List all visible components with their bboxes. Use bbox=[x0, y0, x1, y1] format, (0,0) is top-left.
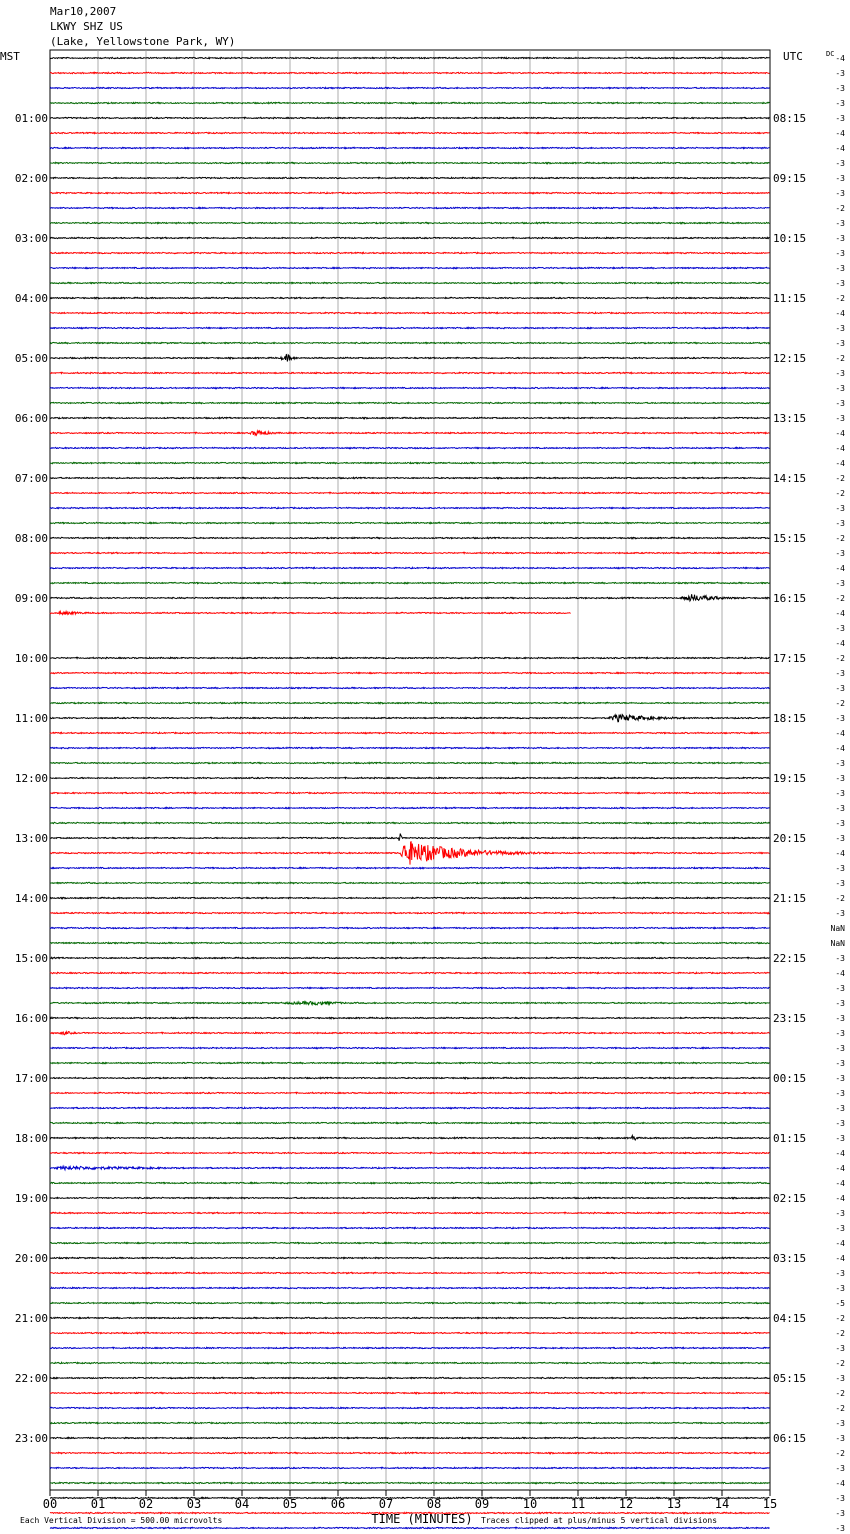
dc-offset-label: -3 bbox=[835, 864, 845, 873]
dc-offset-label: -3 bbox=[835, 1104, 845, 1113]
trace-row-89 bbox=[50, 1392, 769, 1393]
dc-offset-label: -4 bbox=[835, 969, 845, 978]
trace-row-72 bbox=[50, 1136, 769, 1140]
trace-row-19 bbox=[50, 342, 769, 343]
trace-row-53 bbox=[50, 842, 769, 865]
trace-row-76 bbox=[50, 1197, 769, 1198]
dc-offset-label: -3 bbox=[835, 879, 845, 888]
header-station: LKWY SHZ US bbox=[50, 20, 123, 33]
right-hour-label: 02:15 bbox=[773, 1192, 807, 1205]
dc-offset-label: -5 bbox=[835, 1299, 845, 1308]
trace-row-96 bbox=[50, 1497, 769, 1498]
x-tick-label: 01 bbox=[90, 1497, 106, 1511]
dc-offset-label: -3 bbox=[835, 249, 845, 258]
trace-row-58 bbox=[50, 927, 769, 928]
dc-offset-label: -3 bbox=[835, 384, 845, 393]
trace-row-87 bbox=[50, 1362, 769, 1363]
trace-row-73 bbox=[50, 1152, 769, 1153]
dc-offset-label: -4 bbox=[835, 1194, 845, 1203]
trace-row-18 bbox=[50, 327, 769, 328]
dc-offset-label: -2 bbox=[835, 354, 845, 363]
dc-offset-label: -4 bbox=[835, 309, 845, 318]
dc-offset-label: -3 bbox=[835, 84, 845, 93]
trace-row-31 bbox=[50, 522, 769, 523]
dc-offset-label: -3 bbox=[835, 234, 845, 243]
trace-row-25 bbox=[50, 431, 769, 436]
dc-offset-label: -2 bbox=[835, 654, 845, 663]
dc-offset-label: -3 bbox=[835, 504, 845, 513]
trace-row-85 bbox=[50, 1332, 769, 1333]
left-hour-label: 01:00 bbox=[14, 112, 48, 125]
dc-offset-label: NaN bbox=[830, 939, 845, 948]
dc-offset-label: -4 bbox=[835, 1179, 845, 1188]
trace-row-63 bbox=[50, 1001, 769, 1004]
trace-row-91 bbox=[50, 1422, 769, 1423]
dc-offset-label: -3 bbox=[835, 1119, 845, 1128]
trace-row-27 bbox=[50, 462, 769, 463]
trace-row-55 bbox=[50, 882, 769, 883]
dc-offset-label: -3 bbox=[835, 984, 845, 993]
dc-offset-label: -2 bbox=[835, 474, 845, 483]
right-hour-label: 00:15 bbox=[773, 1072, 807, 1085]
trace-row-30 bbox=[50, 507, 769, 508]
dc-offset-label: -3 bbox=[835, 519, 845, 528]
x-tick-label: 02 bbox=[138, 1497, 154, 1511]
dc-offset-label: -2 bbox=[835, 1389, 845, 1398]
right-hour-label: 20:15 bbox=[773, 832, 807, 845]
dc-offset-label: -3 bbox=[835, 1284, 845, 1293]
left-hour-label: 02:00 bbox=[14, 172, 48, 185]
dc-offset-label: -2 bbox=[835, 489, 845, 498]
left-hour-label: 12:00 bbox=[14, 772, 48, 785]
dc-offset-label: -4 bbox=[835, 639, 845, 648]
dc-offset-label: -4 bbox=[835, 1254, 845, 1263]
dc-offset-label: -4 bbox=[835, 609, 845, 618]
trace-row-95 bbox=[50, 1482, 769, 1483]
dc-offset-label: -4 bbox=[835, 459, 845, 468]
left-hour-label: 03:00 bbox=[14, 232, 48, 245]
dc-offset-label: -2 bbox=[835, 294, 845, 303]
vertical-division-note: Each Vertical Division = 500.00 microvolts bbox=[20, 1516, 223, 1525]
left-hour-label: 23:00 bbox=[14, 1432, 48, 1445]
left-hour-label: 09:00 bbox=[14, 592, 48, 605]
x-tick-label: 08 bbox=[426, 1497, 442, 1511]
right-hour-label: 17:15 bbox=[773, 652, 807, 665]
trace-row-34 bbox=[50, 567, 769, 568]
right-hour-label: 23:15 bbox=[773, 1012, 807, 1025]
trace-row-12 bbox=[50, 237, 769, 238]
trace-row-3 bbox=[50, 102, 769, 103]
x-axis-title: TIME (MINUTES) bbox=[371, 1512, 473, 1526]
right-hour-label: 10:15 bbox=[773, 232, 807, 245]
dc-offset-label: -3 bbox=[835, 909, 845, 918]
dc-offset-label: -3 bbox=[835, 1029, 845, 1038]
trace-row-32 bbox=[50, 537, 769, 538]
trace-row-5 bbox=[50, 132, 769, 133]
right-hour-label: 03:15 bbox=[773, 1252, 807, 1265]
left-hour-label: 16:00 bbox=[14, 1012, 48, 1025]
clip-note: Traces clipped at plus/minus 5 vertical divisions bbox=[481, 1516, 718, 1525]
dc-offset-label: -4 bbox=[835, 54, 845, 63]
dc-offset-label: -4 bbox=[835, 744, 845, 753]
dc-offset-label: -2 bbox=[835, 1449, 845, 1458]
dc-offset-label: -3 bbox=[835, 1419, 845, 1428]
trace-row-75 bbox=[50, 1182, 769, 1183]
right-hour-label: 01:15 bbox=[773, 1132, 807, 1145]
trace-row-81 bbox=[50, 1272, 769, 1273]
trace-row-51 bbox=[50, 822, 769, 823]
dc-offset-label: -3 bbox=[835, 834, 845, 843]
dc-offset-label: -3 bbox=[835, 1224, 845, 1233]
trace-row-49 bbox=[50, 792, 769, 793]
left-hour-label: 19:00 bbox=[14, 1192, 48, 1205]
trace-row-67 bbox=[50, 1062, 769, 1063]
left-hour-label: 07:00 bbox=[14, 472, 48, 485]
dc-offset-label: -2 bbox=[835, 534, 845, 543]
dc-offset-label: -3 bbox=[835, 789, 845, 798]
left-hour-label: 06:00 bbox=[14, 412, 48, 425]
dc-offset-label: -3 bbox=[835, 399, 845, 408]
trace-row-11 bbox=[50, 222, 769, 223]
dc-offset-label: -2 bbox=[835, 699, 845, 708]
dc-offset-label: -2 bbox=[835, 1329, 845, 1338]
trace-row-59 bbox=[50, 942, 769, 943]
trace-row-47 bbox=[50, 762, 769, 763]
trace-row-17 bbox=[50, 312, 769, 313]
dc-offset-label: -3 bbox=[835, 759, 845, 768]
right-hour-label: 22:15 bbox=[773, 952, 807, 965]
trace-row-93 bbox=[50, 1452, 769, 1453]
left-hour-label: 17:00 bbox=[14, 1072, 48, 1085]
left-hour-label: 15:00 bbox=[14, 952, 48, 965]
trace-row-48 bbox=[50, 777, 769, 778]
dc-offset-label: -2 bbox=[835, 1404, 845, 1413]
right-hour-label: 06:15 bbox=[773, 1432, 807, 1445]
dc-offset-label: -3 bbox=[835, 714, 845, 723]
trace-row-28 bbox=[50, 477, 769, 478]
trace-row-14 bbox=[50, 267, 769, 268]
dc-offset-label: -2 bbox=[835, 1359, 845, 1368]
trace-row-40 bbox=[50, 657, 769, 658]
trace-row-37 bbox=[50, 612, 571, 615]
dc-offset-label: -4 bbox=[835, 444, 845, 453]
x-tick-label: 12 bbox=[618, 1497, 634, 1511]
header-date: Mar10,2007 bbox=[50, 5, 117, 18]
right-hour-label: 04:15 bbox=[773, 1312, 807, 1325]
left-hour-label: 10:00 bbox=[14, 652, 48, 665]
dc-offset-label: -3 bbox=[835, 1089, 845, 1098]
dc-offset-label: -4 bbox=[835, 849, 845, 858]
trace-row-78 bbox=[50, 1227, 769, 1228]
dc-offset-label: -3 bbox=[835, 579, 845, 588]
dc-offset-label: -3 bbox=[835, 1524, 845, 1533]
dc-offset-label: -3 bbox=[835, 1134, 845, 1143]
dc-offset-label: -4 bbox=[835, 1239, 845, 1248]
trace-row-15 bbox=[50, 282, 769, 283]
trace-row-79 bbox=[50, 1242, 769, 1243]
right-hour-label: 19:15 bbox=[773, 772, 807, 785]
trace-row-44 bbox=[50, 715, 769, 722]
trace-row-33 bbox=[50, 552, 769, 553]
trace-row-22 bbox=[50, 387, 769, 388]
dc-offset-label: -3 bbox=[835, 1014, 845, 1023]
left-hour-label: 11:00 bbox=[14, 712, 48, 725]
trace-row-60 bbox=[50, 957, 769, 958]
right-hour-label: 16:15 bbox=[773, 592, 807, 605]
dc-offset-label: -3 bbox=[835, 1344, 845, 1353]
dc-offset-label: -4 bbox=[835, 729, 845, 738]
trace-row-61 bbox=[50, 972, 769, 973]
x-tick-label: 05 bbox=[282, 1497, 298, 1511]
trace-row-88 bbox=[50, 1377, 769, 1378]
trace-row-98 bbox=[50, 1527, 769, 1528]
trace-row-56 bbox=[50, 897, 769, 898]
x-tick-label: 04 bbox=[234, 1497, 250, 1511]
trace-row-90 bbox=[50, 1407, 769, 1408]
x-tick-label: 13 bbox=[666, 1497, 682, 1511]
trace-row-54 bbox=[50, 867, 769, 868]
dc-offset-label: -4 bbox=[835, 144, 845, 153]
utc-axis-label: UTC bbox=[783, 50, 803, 63]
right-hour-label: 05:15 bbox=[773, 1372, 807, 1385]
dc-offset-label: -3 bbox=[835, 1494, 845, 1503]
trace-row-20 bbox=[50, 354, 769, 361]
dc-offset-label: -4 bbox=[835, 1479, 845, 1488]
trace-row-46 bbox=[50, 747, 769, 748]
trace-row-52 bbox=[50, 834, 769, 841]
dc-offset-label: -2 bbox=[835, 1314, 845, 1323]
trace-row-64 bbox=[50, 1017, 769, 1018]
trace-row-41 bbox=[50, 672, 769, 673]
x-tick-label: 11 bbox=[570, 1497, 586, 1511]
trace-row-8 bbox=[50, 177, 769, 178]
dc-offset-label: -2 bbox=[835, 894, 845, 903]
left-hour-label: 21:00 bbox=[14, 1312, 48, 1325]
trace-row-92 bbox=[50, 1437, 769, 1438]
dc-offset-label: NaN bbox=[830, 924, 845, 933]
right-hour-label: 08:15 bbox=[773, 112, 807, 125]
dc-offset-label: -3 bbox=[835, 804, 845, 813]
right-hour-label: 15:15 bbox=[773, 532, 807, 545]
dc-offset-label: -4 bbox=[835, 429, 845, 438]
trace-row-6 bbox=[50, 147, 769, 148]
right-hour-label: 21:15 bbox=[773, 892, 807, 905]
left-hour-label: 22:00 bbox=[14, 1372, 48, 1385]
dc-offset-label: -3 bbox=[835, 414, 845, 423]
trace-row-21 bbox=[50, 372, 769, 373]
trace-row-65 bbox=[50, 1032, 769, 1035]
trace-row-0 bbox=[50, 57, 769, 58]
dc-offset-label: -3 bbox=[835, 1434, 845, 1443]
left-hour-label: 08:00 bbox=[14, 532, 48, 545]
trace-row-70 bbox=[50, 1107, 769, 1108]
mst-axis-label: MST bbox=[0, 50, 20, 63]
dc-offset-label: -3 bbox=[835, 1509, 845, 1518]
trace-row-62 bbox=[50, 987, 769, 988]
left-hour-label: 13:00 bbox=[14, 832, 48, 845]
trace-row-83 bbox=[50, 1302, 769, 1303]
trace-row-77 bbox=[50, 1212, 769, 1213]
trace-row-66 bbox=[50, 1047, 769, 1048]
dc-offset-label: -3 bbox=[835, 324, 845, 333]
dc-offset-label: -4 bbox=[835, 1164, 845, 1173]
x-tick-label: 06 bbox=[330, 1497, 346, 1511]
trace-row-94 bbox=[50, 1467, 769, 1468]
dc-offset-label: -4 bbox=[835, 129, 845, 138]
dc-offset-label: -3 bbox=[835, 114, 845, 123]
dc-offset-label: -3 bbox=[835, 99, 845, 108]
trace-row-84 bbox=[50, 1317, 769, 1318]
trace-row-2 bbox=[50, 87, 769, 88]
dc-offset-label: -3 bbox=[835, 954, 845, 963]
trace-row-10 bbox=[50, 207, 769, 208]
dc-offset-label: -3 bbox=[835, 774, 845, 783]
dc-offset-label: -3 bbox=[835, 1374, 845, 1383]
trace-row-26 bbox=[50, 447, 769, 448]
dc-offset-label: -3 bbox=[835, 69, 845, 78]
dc-offset-label: -3 bbox=[835, 549, 845, 558]
trace-row-24 bbox=[50, 417, 769, 418]
dc-offset-label: -3 bbox=[835, 1044, 845, 1053]
trace-row-68 bbox=[50, 1077, 769, 1078]
dc-offset-label: -3 bbox=[835, 159, 845, 168]
dc-offset-label: -3 bbox=[835, 684, 845, 693]
dc-offset-label: -3 bbox=[835, 1059, 845, 1068]
dc-offset-label: -3 bbox=[835, 1269, 845, 1278]
x-tick-label: 14 bbox=[714, 1497, 730, 1511]
dc-offset-label: -3 bbox=[835, 1074, 845, 1083]
dc-offset-label: -3 bbox=[835, 219, 845, 228]
trace-row-86 bbox=[50, 1347, 769, 1348]
dc-offset-label: -3 bbox=[835, 999, 845, 1008]
dc-offset-label: -3 bbox=[835, 279, 845, 288]
trace-row-69 bbox=[50, 1092, 769, 1093]
trace-row-29 bbox=[50, 492, 769, 493]
trace-row-71 bbox=[50, 1122, 769, 1123]
dc-offset-label: -3 bbox=[835, 624, 845, 633]
left-hour-label: 20:00 bbox=[14, 1252, 48, 1265]
dc-offset-label: -2 bbox=[835, 204, 845, 213]
x-tick-label: 09 bbox=[474, 1497, 490, 1511]
left-hour-label: 18:00 bbox=[14, 1132, 48, 1145]
trace-row-13 bbox=[50, 252, 769, 253]
left-hour-label: 05:00 bbox=[14, 352, 48, 365]
left-hour-label: 04:00 bbox=[14, 292, 48, 305]
right-hour-label: 18:15 bbox=[773, 712, 807, 725]
dc-offset-label: -2 bbox=[835, 594, 845, 603]
trace-row-23 bbox=[50, 402, 769, 403]
trace-row-80 bbox=[50, 1257, 769, 1258]
right-hour-label: 12:15 bbox=[773, 352, 807, 365]
left-hour-label: 14:00 bbox=[14, 892, 48, 905]
trace-row-35 bbox=[50, 582, 769, 583]
x-tick-label: 03 bbox=[186, 1497, 202, 1511]
header-location: (Lake, Yellowstone Park, WY) bbox=[50, 35, 236, 48]
dc-offset-label: -3 bbox=[835, 174, 845, 183]
trace-row-50 bbox=[50, 807, 769, 808]
trace-row-82 bbox=[50, 1287, 769, 1288]
trace-rows bbox=[50, 57, 769, 1534]
dc-offset-label: -3 bbox=[835, 669, 845, 678]
trace-row-57 bbox=[50, 912, 769, 913]
dc-header-label: DC bbox=[826, 50, 835, 58]
right-hour-label: 14:15 bbox=[773, 472, 807, 485]
dc-offset-label: -3 bbox=[835, 264, 845, 273]
right-hour-label: 11:15 bbox=[773, 292, 807, 305]
trace-row-36 bbox=[50, 594, 769, 601]
trace-row-42 bbox=[50, 687, 769, 688]
dc-offset-label: -4 bbox=[835, 564, 845, 573]
x-tick-label: 10 bbox=[522, 1497, 538, 1511]
dc-offset-label: -3 bbox=[835, 189, 845, 198]
dc-offset-label: -3 bbox=[835, 369, 845, 378]
dc-offset-label: -3 bbox=[835, 1209, 845, 1218]
trace-row-4 bbox=[50, 117, 769, 118]
trace-row-7 bbox=[50, 162, 769, 163]
x-tick-label: 07 bbox=[378, 1497, 394, 1511]
trace-row-45 bbox=[50, 732, 769, 733]
trace-row-43 bbox=[50, 702, 769, 703]
dc-offset-label: -3 bbox=[835, 819, 845, 828]
right-hour-label: 13:15 bbox=[773, 412, 807, 425]
dc-offset-label: -4 bbox=[835, 1149, 845, 1158]
dc-offset-label: -3 bbox=[835, 1464, 845, 1473]
x-tick-label: 00 bbox=[42, 1497, 58, 1511]
right-hour-label: 09:15 bbox=[773, 172, 807, 185]
trace-row-74 bbox=[50, 1166, 769, 1169]
x-tick-label: 15 bbox=[762, 1497, 778, 1511]
dc-offset-label: -3 bbox=[835, 339, 845, 348]
trace-row-9 bbox=[50, 192, 769, 193]
trace-row-1 bbox=[50, 72, 769, 73]
trace-row-16 bbox=[50, 297, 769, 298]
